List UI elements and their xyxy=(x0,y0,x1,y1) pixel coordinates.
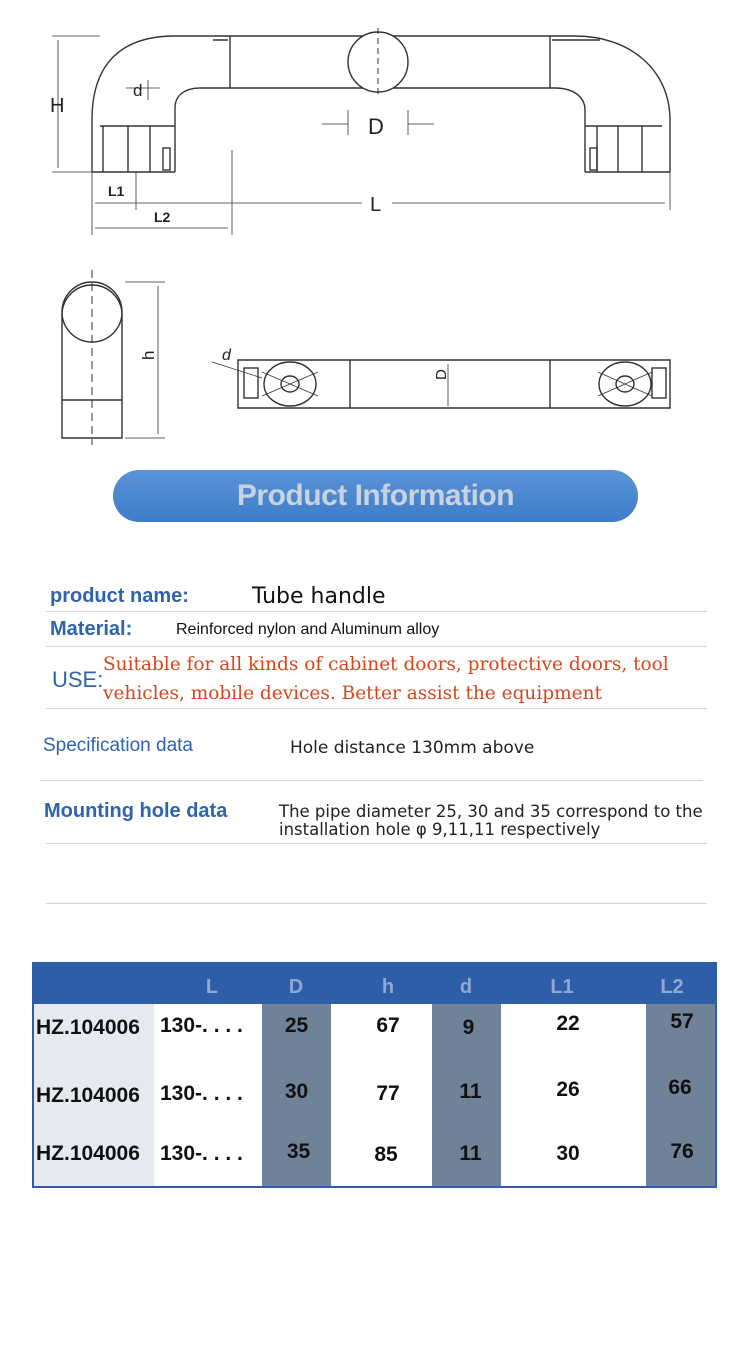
mounting-hole-line-1: The pipe diameter 25, 30 and 35 correspond to the xyxy=(279,802,703,821)
table-row-3-L: 130-. . . . xyxy=(160,1142,243,1165)
dimension-table xyxy=(32,962,717,1188)
divider xyxy=(46,708,707,709)
dim-label-L1: L1 xyxy=(108,183,125,199)
table-row-3-h: 85 xyxy=(374,1143,398,1166)
dim-label-h: h xyxy=(139,350,158,360)
header-L2: L2 xyxy=(660,976,684,998)
mounting-hole-line-2: installation hole φ 9,11,11 respectively xyxy=(279,820,601,839)
table-row-3-D: 35 xyxy=(286,1140,311,1163)
table-row-2-L2: 66 xyxy=(668,1076,692,1099)
table-row-2-D: 30 xyxy=(284,1080,309,1103)
product-information-banner xyxy=(113,470,638,522)
divider xyxy=(46,646,707,647)
product-name-value: Tube handle xyxy=(252,584,386,609)
banner-title: Product Information xyxy=(236,479,515,512)
table-row-2-L1: 26 xyxy=(556,1078,580,1101)
table-row-1-D: 25 xyxy=(284,1014,309,1037)
material-value: Reinforced nylon and Aluminum alloy xyxy=(176,621,440,638)
table-row-3-model: HZ.104006 xyxy=(36,1142,140,1165)
header-L: L xyxy=(205,976,219,998)
header-d: d xyxy=(459,976,473,998)
divider xyxy=(46,903,707,904)
dim-label-top-D: D xyxy=(433,369,450,380)
mounting-hole-label: Mounting hole data xyxy=(44,800,228,822)
use-line-1: Suitable for all kinds of cabinet doors, protective doors, tool xyxy=(103,654,669,675)
dim-label-H: H xyxy=(50,95,65,117)
table-row-1-L: 130-. . . . xyxy=(160,1014,243,1037)
header-h: h xyxy=(381,976,395,998)
product-name-label: product name: xyxy=(50,585,189,607)
material-label: Material: xyxy=(50,618,133,640)
use-label: USE: xyxy=(52,667,104,692)
header-L1: L1 xyxy=(550,976,574,998)
dim-label-d: d xyxy=(133,81,143,100)
dim-label-D: D xyxy=(368,114,384,139)
table-row-2-h: 77 xyxy=(376,1082,400,1105)
table-row-1-h: 67 xyxy=(376,1014,400,1037)
divider xyxy=(46,611,707,612)
header-D: D xyxy=(288,976,304,998)
use-line-2: vehicles, mobile devices. Better assist the equipment xyxy=(103,683,602,704)
table-row-1-model: HZ.104006 xyxy=(36,1016,140,1039)
table-row-2-d: 11 xyxy=(459,1080,482,1103)
table-row-3-L2: 76 xyxy=(670,1140,694,1163)
table-row-3-d: 11 xyxy=(459,1142,482,1165)
table-row-2-L: 130-. . . . xyxy=(160,1082,243,1105)
dim-label-top-d: d xyxy=(222,347,231,364)
specification-label: Specification data xyxy=(43,735,193,756)
front-view-drawing xyxy=(0,0,750,250)
dim-label-L2: L2 xyxy=(154,209,171,225)
table-row-1-d: 9 xyxy=(462,1016,475,1039)
divider xyxy=(40,780,703,781)
table-row-2-model: HZ.104006 xyxy=(36,1084,140,1107)
divider xyxy=(46,843,707,844)
dim-label-L: L xyxy=(370,194,382,216)
table-row-1-L2: 57 xyxy=(670,1010,694,1033)
table-row-3-L1: 30 xyxy=(556,1142,580,1165)
side-top-view-drawing xyxy=(0,260,750,450)
specification-value: Hole distance 130mm above xyxy=(290,738,535,758)
table-row-1-L1: 22 xyxy=(556,1012,580,1035)
